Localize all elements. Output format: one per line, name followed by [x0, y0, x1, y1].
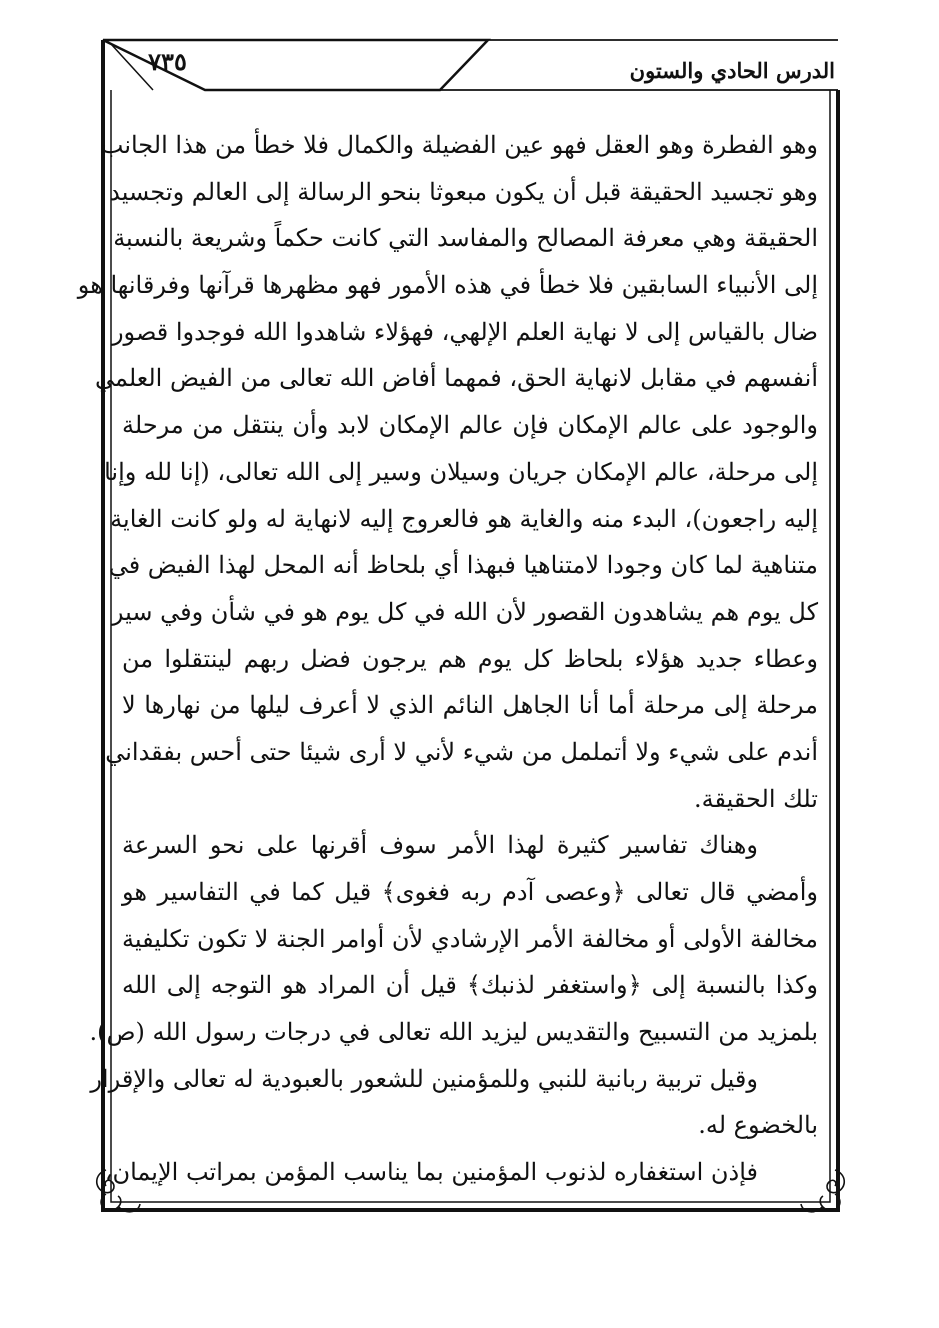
- text-line: إلى مرحلة، عالم الإمكان جريان وسيلان وسير إلى الله تعالى، (إنا لله وإنا: [104, 457, 818, 486]
- page-number: ٧٣٥: [148, 47, 187, 76]
- text-line: والوجود على عالم الإمكان فإن عالم الإمكان لابد وأن ينتقل من مرحلة: [122, 411, 818, 440]
- text-line: أندم على شيء ولا أتململ من شيء لأني لا أرى شيئا حتى أحس بفقداني: [105, 737, 818, 766]
- chapter-title: الدرس الحادي والستون: [629, 58, 835, 83]
- text-line: بلمزيد من التسبيح والتقديس ليزيد الله تعالى في درجات رسول الله (ص).: [89, 1018, 818, 1047]
- text-line: وهو الفطرة وهو العقل فهو عين الفضيلة والكمال فلا خطأ من هذا الجانب: [100, 131, 818, 159]
- text-line: كل يوم هم يشاهدون القصور لأن الله في كل يوم هو في شأن وفي سير: [111, 597, 818, 626]
- text-line: وعطاء جديد هؤلاء بلحاظ كل يوم هم يرجون فضل ربهم لينتقلوا من: [122, 644, 818, 673]
- text-line: تلك الحقيقة.: [694, 784, 818, 813]
- text-line: وكذا بالنسبة إلى ﴿واستغفر لذنبك﴾ قيل أن المراد هو التوجه إلى الله: [122, 971, 818, 1000]
- text-line: إلى الأنبياء السابقين فلا خطأ في هذه الأمور فهو مظهرها قرآنها وفرقانها هو: [77, 271, 818, 300]
- text-line: ضال بالقياس إلى لا نهاية العلم الإلهي، فهؤلاء شاهدوا الله فوجدوا قصور: [111, 317, 818, 346]
- text-line: الحقيقة وهي معرفة المصالح والمفاسد التي كانت حكماً وشريعة بالنسبة: [113, 224, 818, 253]
- text-line: أنفسهم في مقابل لانهاية الحق، فمهما أفاض الله تعالى من الفيض العلمي: [94, 364, 818, 393]
- text-line: فإذن استغفاره لذنوب المؤمنين بما يناسب المؤمن بمراتب الإيمان،: [104, 1158, 758, 1187]
- text-line: وهو تجسيد الحقيقة قبل أن يكون مبعوثا بنحو الرسالة إلى العالم وتجسيد: [109, 177, 818, 206]
- page-body: [77, 122, 818, 1196]
- text-line: متناهية لما كان وجودا لامتناهيا فبهذا أي بلحاظ أنه المحل لهذا الفيض في: [108, 551, 818, 580]
- text-line: إليه راجعون)، البدء منه والغاية هو فالعروج إليه لانهاية له ولو كانت الغاية: [110, 504, 818, 533]
- text-line: وهناك تفاسير كثيرة لهذا الأمر سوف أقرنها على نحو السرعة: [122, 831, 758, 860]
- text-line: وقيل تربية ربانية للنبي وللمؤمنين للشعور بالعبودية له تعالى والإقرار: [90, 1064, 758, 1093]
- text-line: وأمضي قال تعالى ﴿وعصى آدم ربه فغوى﴾ قيل كما في التفاسير هو: [122, 878, 818, 906]
- text-line: بالخضوع له.: [698, 1111, 818, 1140]
- text-line: مرحلة إلى مرحلة أما أنا الجاهل النائم الذي لا أعرف ليلها من نهارها لا: [122, 691, 818, 720]
- text-line: مخالفة الأولى أو مخالفة الأمر الإرشادي لأن أوامر الجنة لا تكون تكليفية: [122, 924, 818, 953]
